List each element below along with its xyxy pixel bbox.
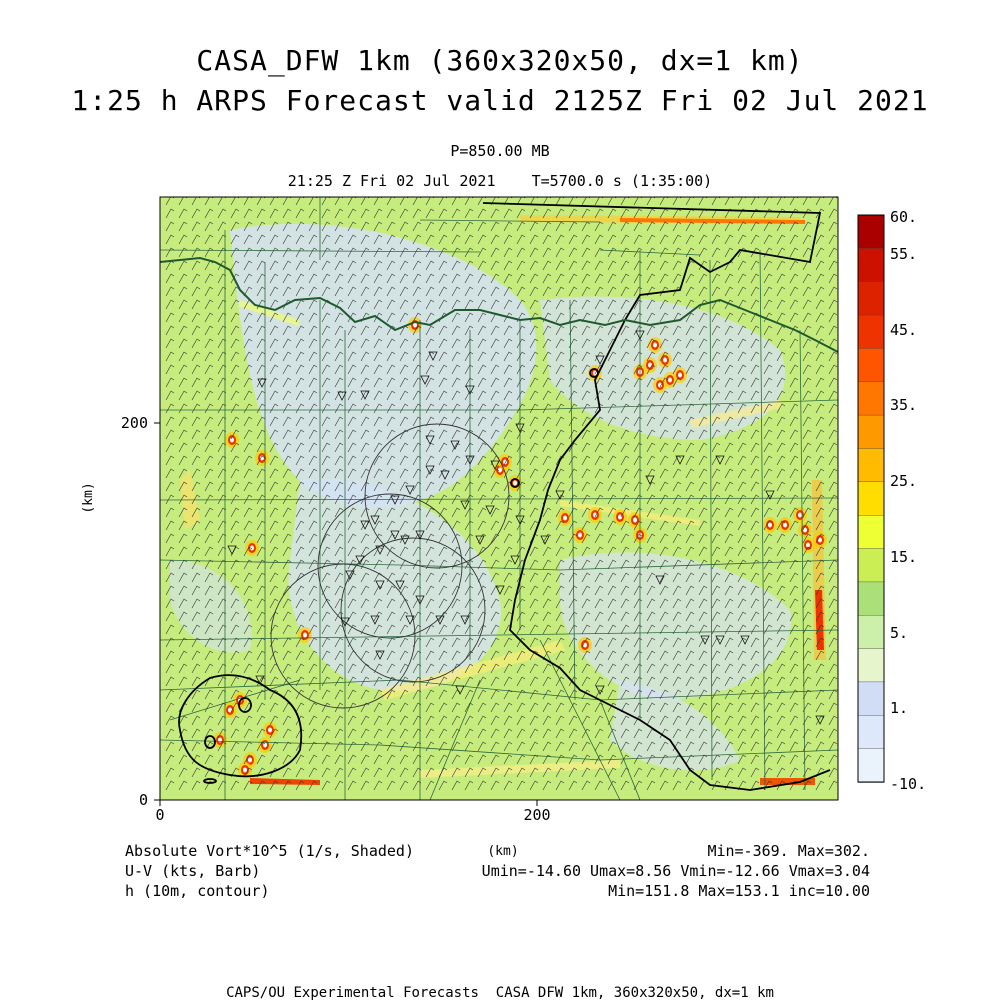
colorbar-swatch (858, 248, 884, 282)
colorbar-swatch (858, 649, 884, 683)
colorbar-label: 45. (890, 321, 918, 339)
colorbar-swatch (858, 282, 884, 316)
legend-field3-stats: Min=151.8 Max=153.1 inc=10.00 (608, 882, 870, 900)
vorticity-max-center (653, 343, 657, 348)
x-axis-label: (km) (487, 844, 519, 859)
colorbar-swatch (858, 215, 884, 249)
vorticity-max-center (268, 728, 272, 733)
legend-field1: Absolute Vort*10^5 (1/s, Shaded) (125, 842, 414, 860)
colorbar-label: 5. (890, 624, 909, 642)
colorbar-swatch (858, 482, 884, 516)
vorticity-max-center (230, 438, 234, 443)
colorbar-swatch (858, 549, 884, 583)
vorticity-max-center (578, 533, 582, 538)
vorticity-max-center (243, 768, 247, 773)
legend-field3: h (10m, contour) (125, 882, 270, 900)
colorbar-swatch (858, 415, 884, 449)
legend-field1-stats: Min=-369. Max=302. (707, 842, 870, 860)
vorticity-max-center (583, 643, 587, 648)
vorticity-max-center (783, 523, 787, 528)
colorbar-swatch (858, 582, 884, 616)
legend-field2: U-V (kts, Barb) (125, 862, 261, 880)
vorticity-max-center (768, 523, 772, 528)
colorbar-swatch (858, 615, 884, 649)
vorticity-max-center (248, 758, 252, 763)
colorbar-label: 60. (890, 208, 918, 226)
map-plot-area (160, 196, 838, 800)
colorbar-swatch (858, 749, 884, 783)
vorticity-max-center (798, 513, 802, 518)
legend-field2-stats: Umin=-14.60 Umax=8.56 Vmin=-12.66 Vmax=3.04 (481, 862, 870, 880)
colorbar-label: 55. (890, 245, 918, 263)
colorbar-label: 15. (890, 548, 918, 566)
vorticity-max-center (303, 633, 307, 638)
colorbar-label: 25. (890, 472, 918, 490)
colorbar-swatch (858, 348, 884, 382)
colorbar-label: 1. (890, 699, 909, 717)
y-axis-label: (km) (81, 482, 96, 514)
vorticity-max-center (678, 373, 682, 378)
y-tick-200: 200 (120, 414, 148, 432)
colorbar-labels (890, 208, 926, 793)
vorticity-max-center (633, 518, 637, 523)
colorbar-label: -10. (890, 775, 927, 793)
footer-credit: CAPS/OU Experimental Forecasts CASA DFW 1km, 360x320x50, dx=1 km (226, 985, 774, 1001)
vorticity-max-center (803, 528, 807, 533)
plot-title-line1: CASA_DFW 1km (360x320x50, dx=1 km) (196, 44, 804, 77)
colorbar-swatch (858, 382, 884, 416)
colorbar-swatch (858, 315, 884, 349)
colorbar-swatch (858, 449, 884, 483)
colorbar-swatch (858, 515, 884, 549)
plot-title-line2: 1:25 h ARPS Forecast valid 2125Z Fri 02 Jul 2021 (71, 84, 929, 117)
y-tick-0: 0 (138, 791, 148, 809)
vorticity-max-center (618, 515, 622, 520)
vorticity-max-center (563, 516, 567, 521)
pressure-level: P=850.00 MB (450, 142, 550, 160)
vorticity-max-center (648, 363, 652, 368)
colorbar-swatch (858, 682, 884, 716)
vorticity-max-center (513, 481, 517, 486)
colorbar-swatch (858, 715, 884, 749)
vorticity-max-center (663, 358, 667, 363)
colorbar (858, 215, 884, 783)
x-tick-0: 0 (155, 806, 165, 824)
x-tick-200: 200 (523, 806, 551, 824)
colorbar-label: 35. (890, 396, 918, 414)
vorticity-max-center (668, 378, 672, 383)
valid-time: 21:25 Z Fri 02 Jul 2021 T=5700.0 s (1:35:00) (287, 172, 713, 190)
